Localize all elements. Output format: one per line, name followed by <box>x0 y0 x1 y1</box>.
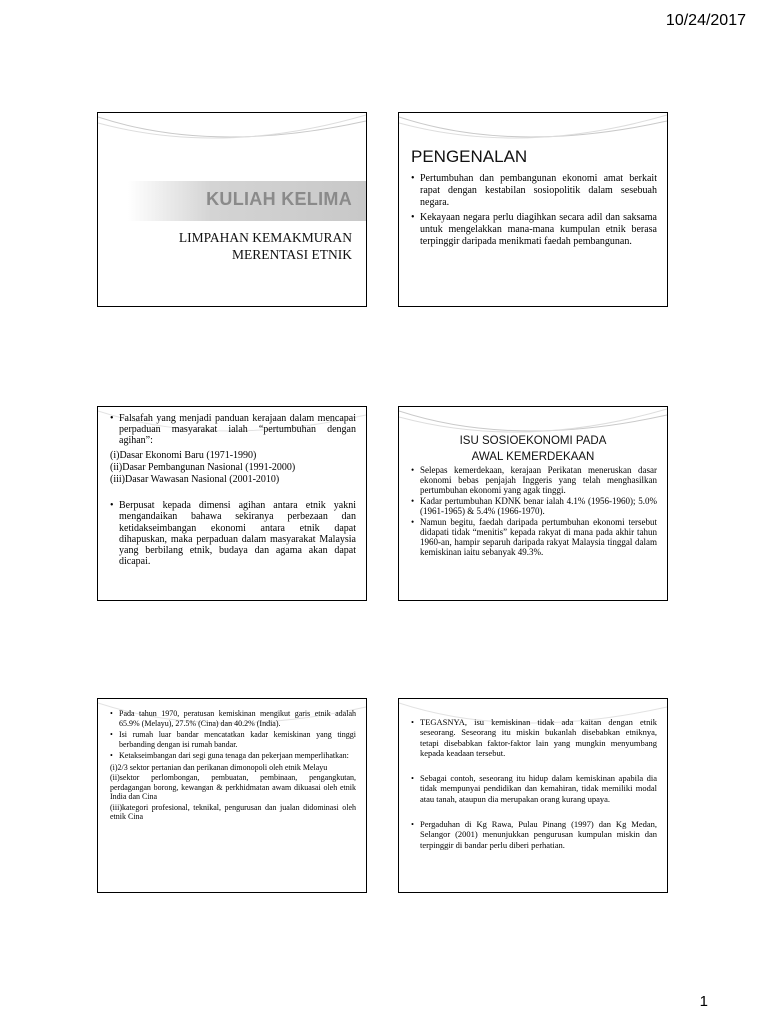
subtitle-line: LIMPAHAN KEMAKMURAN <box>178 230 352 245</box>
subtitle-line: MERENTASI ETNIK <box>231 247 352 262</box>
bullet-point: • Falsafah yang menjadi panduan kerajaan dalam mencapai perpaduan masyarakat ialah “pertumbuhan dengan agihan”: <box>110 413 356 447</box>
list-item: (ii)sektor perlombongan, pembuatan, pembinaan, pengangkutan, perdagangan borong, kewangan & perkhidmatan awam dikuasai oleh etnik India dan Cina <box>110 773 356 801</box>
bullet-point: • Berpusat kepada dimensi agihan antara etnik yakni mengandaikan bahawa sekiranya perbezaan dan ketidakseimbangan ekonomi antara etnik dapat dihapuskan, maka perpaduan dalam masyarakat Malaysia yang berbilang etnik, budaya dan agama akan dapat dicapai. <box>110 500 356 567</box>
heading-line: ISU SOSIOEKONOMI PADA <box>459 435 607 447</box>
slide-subtitle <box>179 229 352 263</box>
slide-body <box>411 717 657 853</box>
slide-thumbnail-3[interactable] <box>97 406 367 601</box>
page-number: 1 <box>699 993 708 1010</box>
slide-body <box>411 173 657 251</box>
slide-heading <box>399 433 667 465</box>
bullet-point: • Pada tahun 1970, peratusan kemiskinan mengikut garis etnik adalah 65.9% (Melayu), 27.5% (Cina) dan 40.2% (India). <box>110 709 356 728</box>
heading-line: AWAL KEMERDEKAAN <box>471 451 595 463</box>
slide-thumbnail-5[interactable] <box>97 698 367 893</box>
bullet-point: • Isi rumah luar bandar mencatatkan kadar kemiskinan yang tinggi berbanding dengan isi rumah bandar. <box>110 730 356 749</box>
bullet-point: • Pergaduhan di Kg Rawa, Pulau Pinang (1997) dan Kg Medan, Selangor (2001) menunjukkan pengurusan kumpulan miskin dan terpinggir di bandar perlu diberi perhatian. <box>411 819 657 850</box>
slide-title: KULIAH KELIMA <box>206 189 352 209</box>
bullet-point: • Namun begitu, faedah daripada pertumbuhan ekonomi tersebut didapati tidak “menitis” kepada rakyat di mana pada akhir tahun 1960-an, hampir separuh daripada rakyat Malaysia tinggal dalam kemiskinan iaitu sebanyak 49.3%. <box>411 517 657 557</box>
slide-thumbnail-2[interactable] <box>398 112 668 307</box>
slide-body <box>110 709 356 823</box>
slide-heading: PENGENALAN <box>411 147 528 166</box>
slide-body <box>110 413 356 570</box>
bullet-point: • Selepas kemerdekaan, kerajaan Perikatan meneruskan dasar ekonomi bebas penjajah Inggeris yang telah menghasilkan pertumbuhan ekonomi yang agak tinggi. <box>411 465 657 495</box>
page-date: 10/24/2017 <box>665 12 746 29</box>
bullet-point: • TEGASNYA, isu kemiskinan tidak ada kaitan dengan etnik seseorang. Seseorang itu miskin bukanlah disebabkan etniknya, tetapi disebabkan faktor-faktor lain yang mungkin menyumbang kepada keadaan tersebut. <box>411 717 657 758</box>
slide-thumbnail-1[interactable] <box>97 112 367 307</box>
bullet-point: • Kadar pertumbuhan KDNK benar ialah 4.1% (1956-1960); 5.0% (1961-1965) & 5.4% (1966-1970). <box>411 496 657 516</box>
list-item: (i)Dasar Ekonomi Baru (1971-1990) <box>110 449 257 461</box>
bullet-point: • Kekayaan negara perlu diagihkan secara adil dan saksama untuk mengelakkan mana-mana kumpulan etnik berasa terpinggir daripada menikmati faedah pembangunan. <box>411 212 657 248</box>
list-item: (iii)Dasar Wawasan Nasional (2001-2010) <box>110 474 280 486</box>
bullet-point: • Sebagai contoh, seseorang itu hidup dalam kemiskinan apabila dia tidak mempunyai pendidikan dan kemahiran, tidak memiliki modal atau tanah, ataupun dia merupakan orang kurang upaya. <box>411 773 657 804</box>
list-item: (i)2/3 sektor pertanian dan perikanan dimonopoli oleh etnik Melayu <box>110 762 328 772</box>
slide-thumbnail-4[interactable] <box>398 406 668 601</box>
list-item: (ii)Dasar Pembangunan Nasional (1991-2000) <box>110 461 296 473</box>
bullet-point: • Pertumbuhan dan pembangunan ekonomi amat berkait rapat dengan kestabilan sosiopolitik dalam sesebuah negara. <box>411 173 657 209</box>
list-item: (iii)kategori profesional, teknikal, pengurusan dan jualan didominasi oleh etnik Cina <box>110 802 356 821</box>
slide-body <box>411 465 657 558</box>
slide-thumbnail-6[interactable] <box>398 698 668 893</box>
decorative-swoosh <box>98 113 366 153</box>
bullet-point: • Ketakseimbangan dari segi guna tenaga dan pekerjaan memperlihatkan: <box>110 751 356 761</box>
